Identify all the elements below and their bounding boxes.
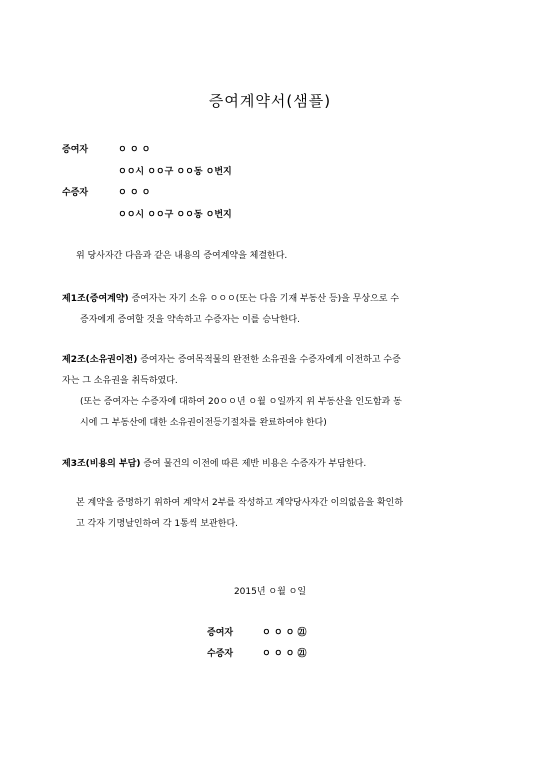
article-2-line-3: (또는 증여자는 수증자에 대하여 20ㅇㅇ년 ㅇ월 ㅇ일까지 위 부동산을 인도함과 동	[80, 397, 402, 407]
closing-line-1: 본 계약을 증명하기 위하여 계약서 2부를 작성하고 계약당사자간 이의없음을 확인하	[76, 498, 404, 508]
article-2-text-1: 증여자는 증여목적물의 완전한 소유권을 수증자에게 이전하고 수증	[137, 355, 401, 365]
signature-donor-label: 증여자	[207, 628, 234, 638]
donee-name: ㅇ ㅇ ㅇ	[118, 188, 151, 198]
donee-address: ㅇㅇ시 ㅇㅇ구 ㅇㅇ동 ㅇ번지	[118, 210, 232, 220]
donor-address: ㅇㅇ시 ㅇㅇ구 ㅇㅇ동 ㅇ번지	[118, 167, 232, 177]
article-1-line-1	[62, 293, 399, 305]
article-1-line-2: 증자에게 증여할 것을 약속하고 수증자는 이를 승낙한다.	[80, 315, 300, 325]
donor-name: ㅇ ㅇ ㅇ	[118, 145, 151, 155]
article-2-line-1	[62, 354, 401, 366]
contract-date: 2015년 ㅇ월 ㅇ일	[233, 587, 307, 597]
article-1-text-1: 증여자는 자기 소유 ㅇㅇㅇ(또는 다음 기재 부동산 등)을 무상으로 수	[128, 294, 400, 304]
article-2-heading: 제2조(소유권이전)	[62, 355, 138, 365]
donee-label: 수증자	[62, 188, 89, 198]
article-3-heading: 제3조(비용의 부담)	[62, 459, 141, 469]
signature-donee-name: ㅇ ㅇ ㅇ ㉑	[262, 649, 307, 659]
article-1-heading: 제1조(증여계약)	[62, 294, 129, 304]
intro-text: 위 당사자간 다음과 같은 내용의 증여계약을 체결한다.	[76, 251, 288, 261]
article-2-line-2: 자는 그 소유권을 취득하였다.	[62, 376, 178, 386]
donor-label: 증여자	[62, 145, 89, 155]
article-3-text-1: 증여 물건의 이전에 따른 제반 비용은 수증자가 부담한다.	[140, 459, 367, 469]
article-3-line-1	[62, 458, 366, 470]
signature-donee-label: 수증자	[207, 649, 234, 659]
document-title: 증여계약서(샘플)	[208, 92, 332, 110]
closing-line-2: 고 각자 기명날인하여 각 1통씩 보관한다.	[76, 519, 238, 529]
signature-donor-name: ㅇ ㅇ ㅇ ㉑	[262, 628, 307, 638]
article-2-line-4: 시에 그 부동산에 대한 소유권이전등기절차를 완료하여야 한다)	[80, 418, 327, 428]
